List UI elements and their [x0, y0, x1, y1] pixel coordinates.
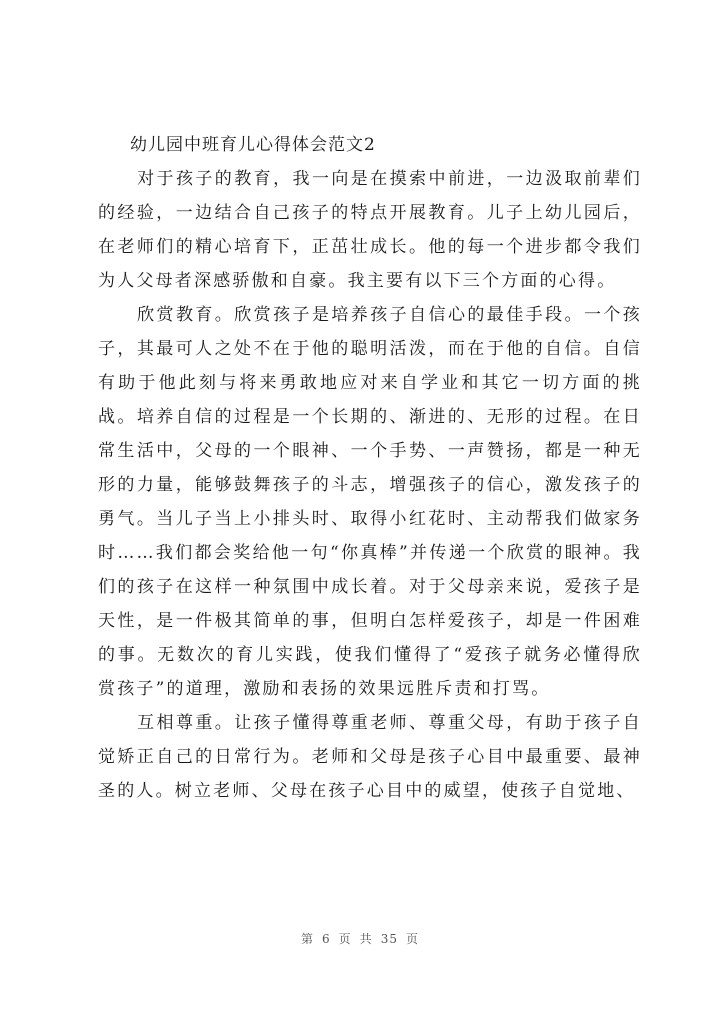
paragraph-intro: 对于孩子的教育，我一向是在摸索中前进，一边汲取前辈们的经验，一边结合自己孩子的特点开展教育。儿子上幼儿园后，在老师们的精心培育下，正茁壮成长。他的每一个进步都令我们为人父母者深感骄傲和自豪。我主要有以下三个方面的心得。	[98, 169, 642, 291]
footer-page-prefix: 第	[301, 932, 315, 946]
footer-total-pages: 35	[380, 932, 398, 946]
footer-current-page: 6	[322, 932, 331, 946]
paragraph-respect: 互相尊重。让孩子懂得尊重老师、尊重父母，有助于孩子自觉矫正自己的日常行为。老师和父母是孩子心目中最重要、最神圣的人。树立老师、父母在孩子心目中的威望，使孩子自觉地、	[98, 713, 642, 801]
document-title: 幼儿园中班育儿心得体会范文2	[130, 135, 376, 155]
footer-page-unit: 页	[338, 932, 352, 946]
paragraph-appreciation: 欣赏教育。欣赏孩子是培养孩子自信心的最佳手段。一个孩子，其最可人之处不在于他的聪明活泼，而在于他的自信。自信有助于他此刻与将来勇敢地应对来自学业和其它一切方面的挑战。培养自信的过程是一个长期的、渐进的、无形的过程。在日常生活中，父母的一个眼神、一个手势、一声赞扬，都是一种无形的力量，能够鼓舞孩子的斗志，增强孩子的信心，激发孩子的勇气。当儿子当上小排头时、取得小红花时、主动帮我们做家务时……我们都会奖给他一句“你真棒”并传递一个欣赏的眼神。我们的孩子在这样一种氛围中成长着。对于父母亲来说，爱孩子是天性，是一件极其简单的事，但明白怎样爱孩子，却是一件困难的事。无数次的育儿实践，使我们懂得了“爱孩子就务必懂得欣赏孩子”的道理，激励和表扬的效果远胜斥责和打骂。	[98, 305, 642, 699]
footer-total-prefix: 共	[359, 932, 373, 946]
document-body	[98, 128, 642, 808]
footer-total-unit: 页	[405, 932, 419, 946]
page-footer	[0, 930, 720, 947]
